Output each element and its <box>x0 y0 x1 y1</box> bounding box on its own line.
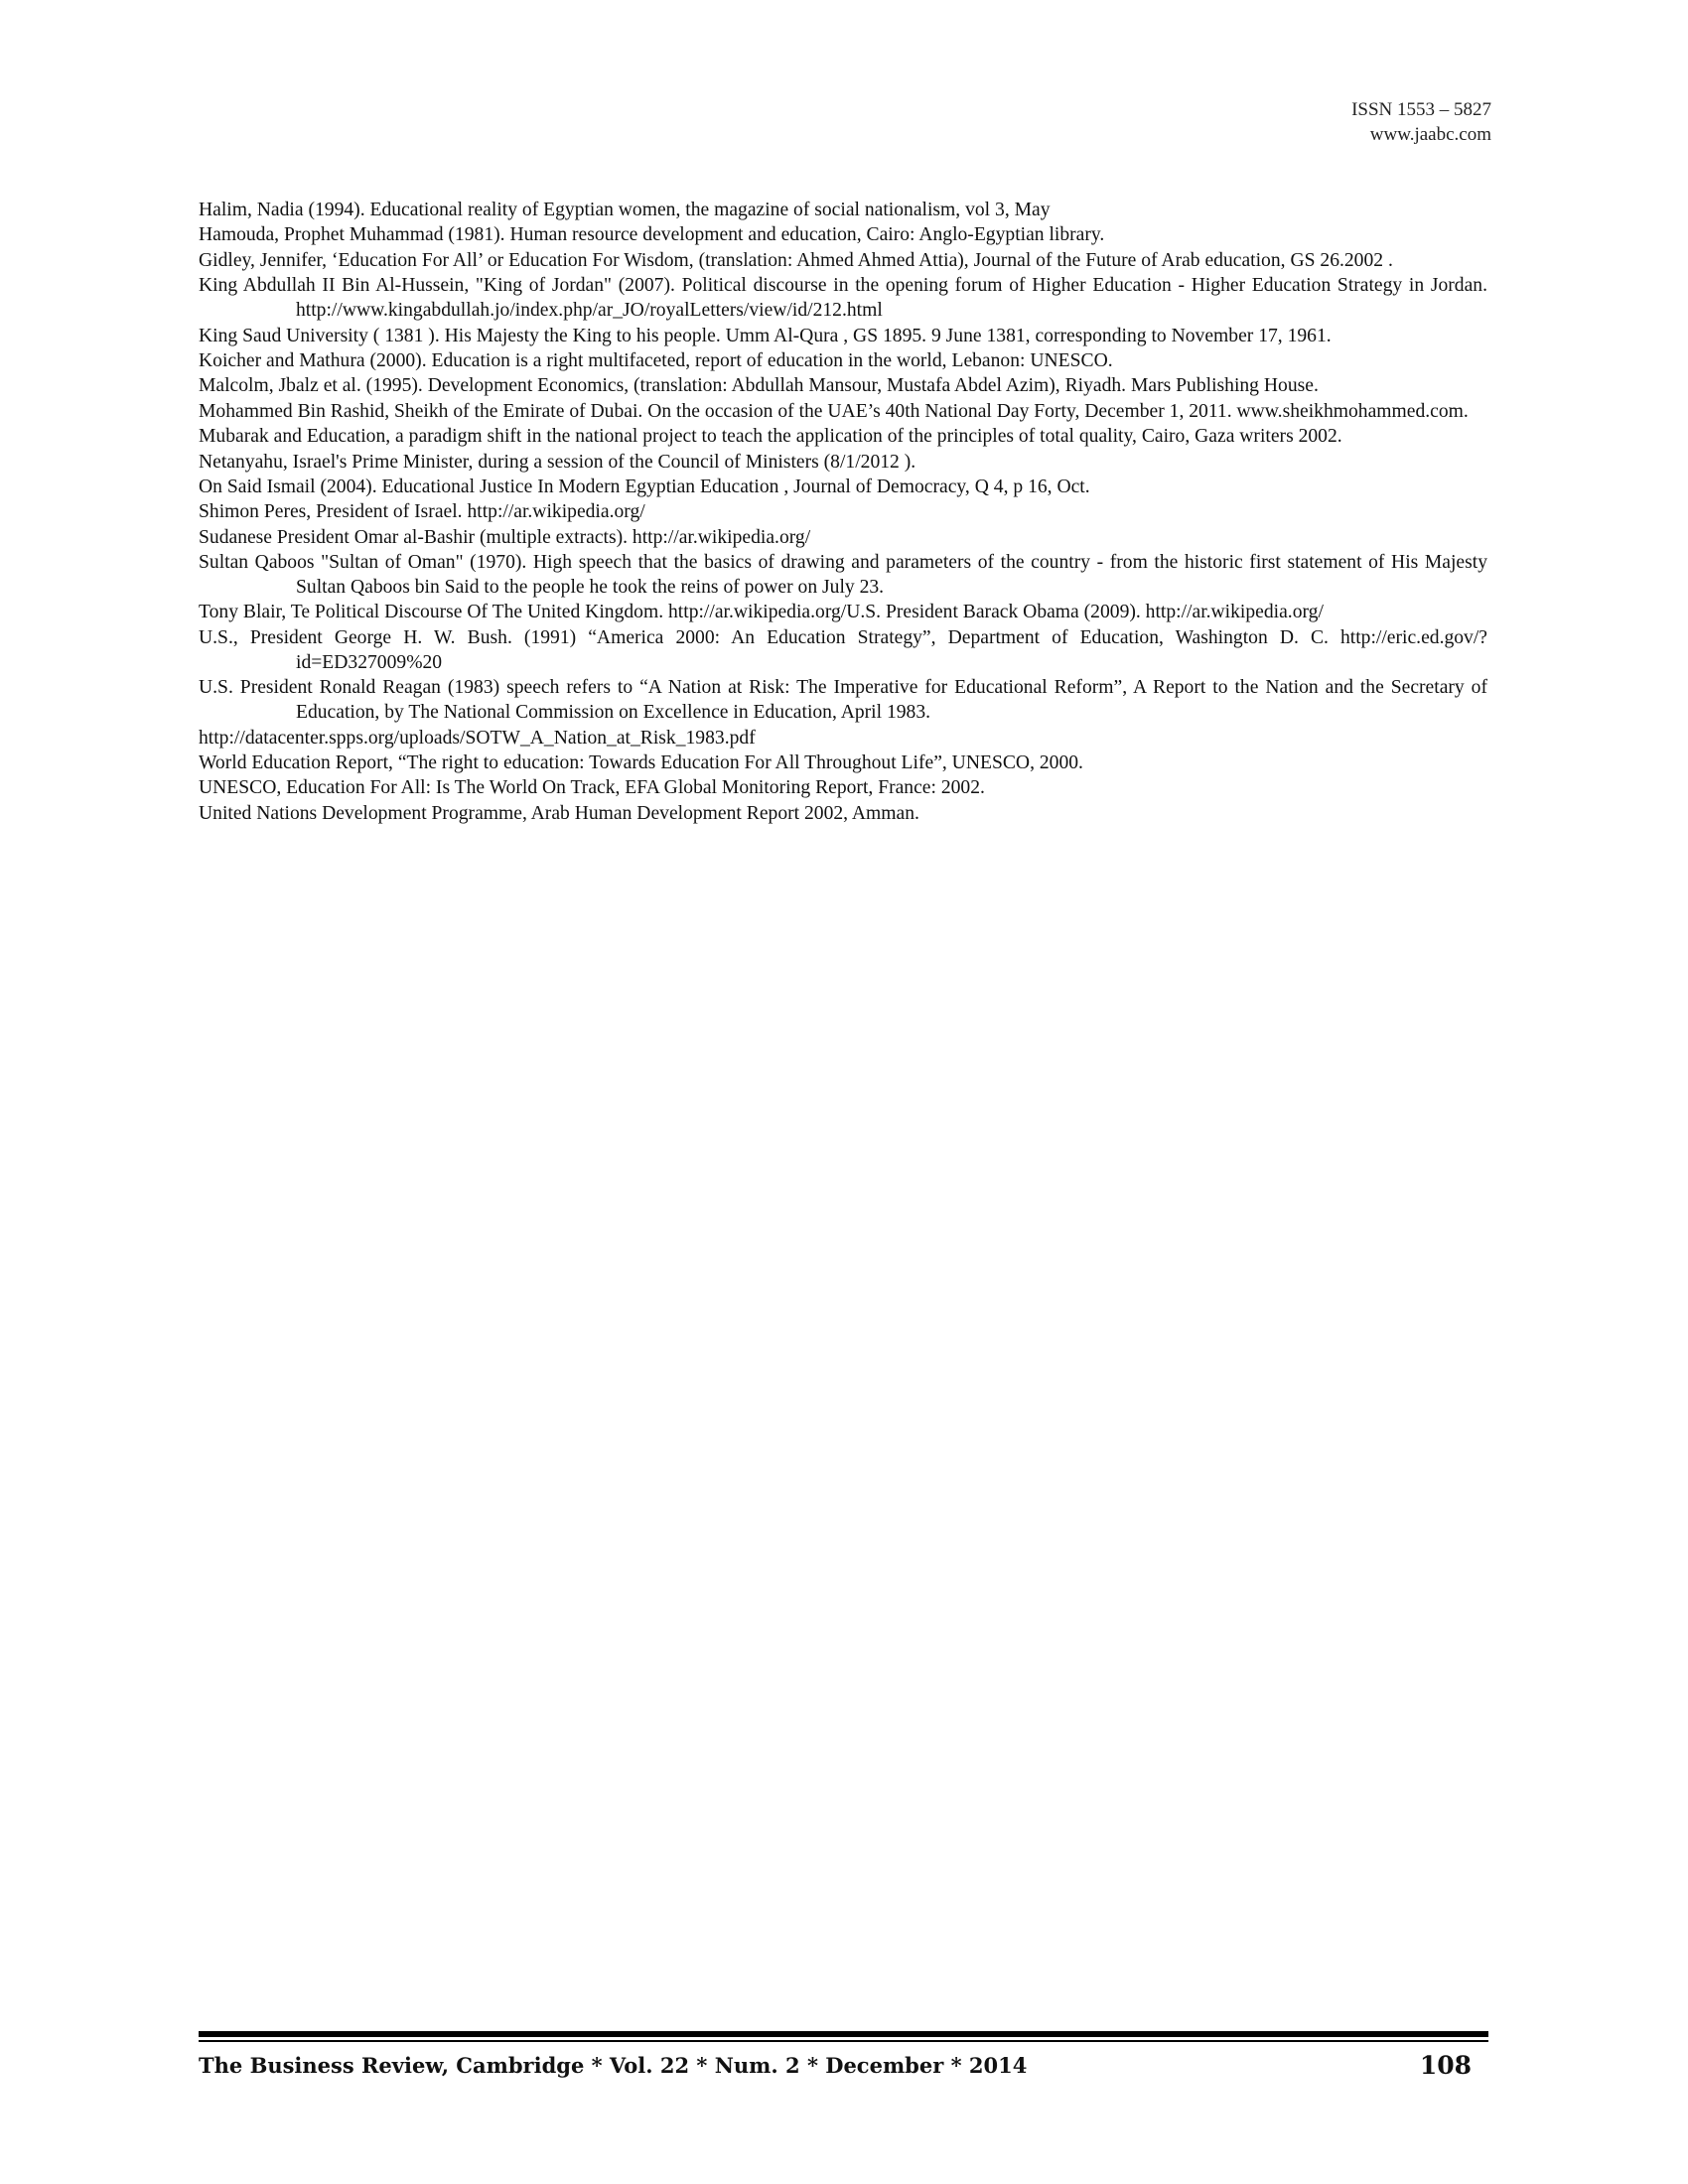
reference-entry: Tony Blair, Te Political Discourse Of The United Kingdom. http://ar.wikipedia.org/U.S. President Barack Obama (2009). http://ar.wikipedia.org/ <box>199 602 1324 623</box>
reference-entry: World Education Report, “The right to education: Towards Education For All Throughout Life”, UNESCO, 2000. <box>199 752 1083 774</box>
reference-entry: United Nations Development Programme, Arab Human Development Report 2002, Amman. <box>199 802 919 824</box>
reference-entry: Shimon Peres, President of Israel. http://ar.wikipedia.org/ <box>199 501 645 523</box>
reference-entry: Mohammed Bin Rashid, Sheikh of the Emirate of Dubai. On the occasion of the UAE’s 40th National Day Forty, December 1, 2011. www.sheikhmohammed.com. <box>199 400 1469 422</box>
reference-list <box>199 198 1487 826</box>
reference-entry: Sultan Qaboos "Sultan of Oman" (1970). High speech that the basics of drawing and parameters of the country - from the historic first statement of His Majesty Sultan Qaboos bin Said to the people he took the reins of power on July 23. <box>199 552 1487 599</box>
reference-entry: Gidley, Jennifer, ‘Education For All’ or Education For Wisdom, (translation: Ahmed Ahmed Attia), Journal of the Future of Arab education, GS 26.2002 . <box>199 249 1393 271</box>
website-label: www.jaabc.com <box>1369 124 1491 145</box>
reference-entry: Netanyahu, Israel's Prime Minister, during a session of the Council of Ministers (8/1/2012 ). <box>199 451 916 473</box>
reference-entry: http://datacenter.spps.org/uploads/SOTW_A_Nation_at_Risk_1983.pdf <box>199 727 756 749</box>
reference-entry: U.S., President George H. W. Bush. (1991) “America 2000: An Education Strategy”, Department of Education, Washington D. C. http://eric.ed.gov/?id=ED327009%20 <box>199 626 1487 673</box>
reference-entry: Sudanese President Omar al-Bashir (multiple extracts). http://ar.wikipedia.org/ <box>199 526 811 548</box>
reference-entry: Koicher and Mathura (2000). Education is a right multifaceted, report of education in the world, Lebanon: UNESCO. <box>199 349 1113 371</box>
page-footer <box>199 2051 1472 2081</box>
reference-entry: On Said Ismail (2004). Educational Justice In Modern Egyptian Education , Journal of Democracy, Q 4, p 16, Oct. <box>199 476 1090 497</box>
reference-entry: Halim, Nadia (1994). Educational reality of Egyptian women, the magazine of social nationalism, vol 3, May <box>199 200 1051 220</box>
reference-entry: King Saud University ( 1381 ). His Majesty the King to his people. Umm Al-Qura , GS 1895. 9 June 1381, corresponding to November 17, 1961. <box>199 325 1332 346</box>
reference-entry: UNESCO, Education For All: Is The World On Track, EFA Global Monitoring Report, France: 2002. <box>199 777 985 799</box>
reference-entry: Hamouda, Prophet Muhammad (1981). Human resource development and education, Cairo: Anglo-Egyptian library. <box>199 224 1105 246</box>
journal-citation: The Business Review, Cambridge * Vol. 22 * Num. 2 * December * 2014 <box>199 2053 1028 2078</box>
page-number: 108 <box>1419 2051 1472 2080</box>
reference-entry: Mubarak and Education, a paradigm shift in the national project to teach the application of the principles of total quality, Cairo, Gaza writers 2002. <box>199 426 1342 448</box>
footer-divider-thin <box>199 2040 1488 2042</box>
page-header <box>1351 97 1491 147</box>
footer-divider <box>199 2031 1488 2037</box>
issn-label: ISSN 1553 – 5827 <box>1351 99 1491 120</box>
reference-entry: King Abdullah II Bin Al-Hussein, "King of Jordan" (2007). Political discourse in the opening forum of Higher Education - Higher Education Strategy in Jordan. http://www.kingabdullah.jo/index.php/ar_JO/royalLetters/view/id/212.html <box>199 275 1487 322</box>
reference-entry: U.S. President Ronald Reagan (1983) speech refers to “A Nation at Risk: The Imperative for Educational Reform”, A Report to the Nation and the Secretary of Education, by The National Commission on Excellence in Education, April 1983. <box>199 677 1487 724</box>
reference-entry: Malcolm, Jbalz et al. (1995). Development Economics, (translation: Abdullah Mansour, Mustafa Abdel Azim), Riyadh. Mars Publishing House. <box>199 375 1319 397</box>
